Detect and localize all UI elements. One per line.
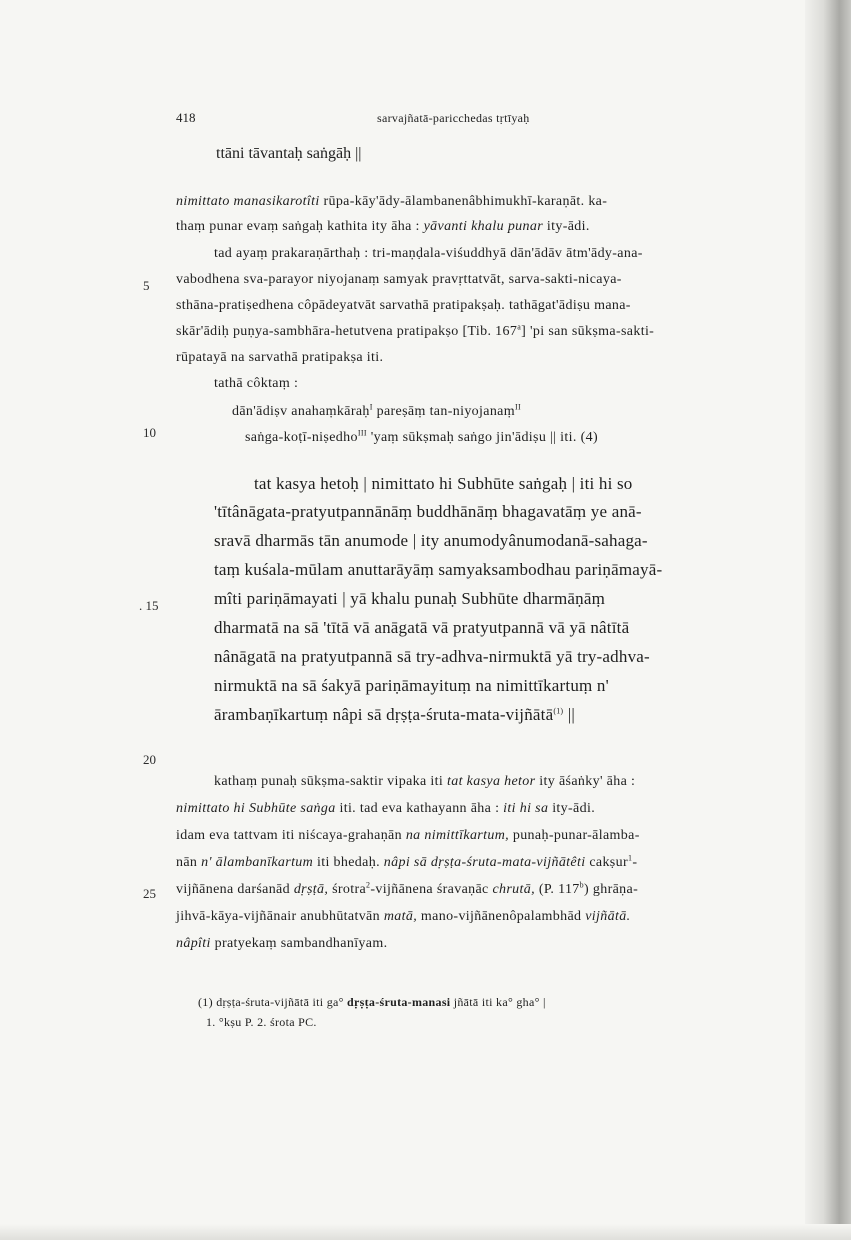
superscript: III — [357, 428, 367, 438]
text-span: thaṃ punar evaṃ saṅgaḥ kathita ity āha : — [176, 219, 424, 234]
commentary-line: tad ayaṃ prakaraṇārthaḥ : tri-maṇḍala-viśuddhyā dān'ādāv ātm'ādy-ana- — [214, 246, 643, 261]
text-span: iti. tad eva kathayann āha : — [335, 801, 504, 816]
commentary-line — [176, 194, 607, 210]
commentary-line — [176, 882, 638, 898]
superscript: 2 — [366, 880, 371, 890]
line-number-25: 25 — [143, 886, 156, 901]
commentary-line — [176, 219, 590, 235]
text-span: ] 'pi san sūkṣma-sakti- — [521, 324, 655, 339]
text-span: ārambaṇīkartuṃ nâpi sā dṛṣṭa-śruta-mata-vijñātā — [214, 705, 554, 724]
sutra-line: tat kasya hetoḥ | nimittato hi Subhūte saṅgaḥ | iti hi so — [254, 474, 633, 493]
text-span: rūpa-kāy'ādy-ālambanenâbhimukhī-karaṇāt. ka- — [319, 194, 608, 209]
text-span: (P. 117 — [534, 882, 580, 897]
text-span: jihvā-kāya-vijñānair anubhūtatvān — [176, 909, 384, 924]
verse-line — [245, 430, 598, 446]
sutra-line: dharmatā na sā 'tītā vā anāgatā vā pratyutpannā vā yā nâtītā — [214, 618, 630, 637]
sutra-line: mîti pariṇāmayati | yā khalu punaḥ Subhūte dharmāṇāṃ — [214, 589, 606, 608]
quoted-phrase: na nimittīkartum, — [405, 828, 509, 843]
text-span: 'yaṃ sūkṣmaḥ saṅgo jin'ādiṣu || iti. (4) — [366, 430, 598, 445]
line-number-15: . 15 — [139, 598, 159, 613]
superscript: a — [517, 322, 522, 332]
commentary-line — [176, 909, 630, 925]
quoted-phrase: chrutā, — [492, 882, 535, 897]
quoted-phrase: yāvanti khalu punar — [423, 219, 544, 234]
text-span: ity āśaṅky' āha : — [535, 774, 636, 789]
line-number-20: 20 — [143, 752, 156, 767]
quoted-phrase: nimittato manasikarotîti — [176, 194, 320, 209]
line-number-5: 5 — [143, 278, 150, 293]
text-span: ) ghrāṇa- — [584, 882, 639, 897]
running-head: sarvajñatā-paricchedas tṛtīyaḥ — [377, 111, 530, 125]
superscript: b — [579, 880, 585, 890]
page-bottom-edge — [0, 1224, 851, 1240]
sutra-closing-line: ttāni tāvantaḥ saṅgāḥ || — [216, 145, 362, 162]
sutra-line: taṃ kuśala-mūlam anuttarāyāṃ samyaksambodhau pariṇāmayā- — [214, 560, 663, 579]
commentary-line — [176, 855, 637, 871]
quoted-phrase: n' ālambanīkartum — [201, 855, 314, 870]
text-span: śrotra — [328, 882, 367, 897]
text-span: skār'ādiḥ puṇya-sambhāra-hetutvena pratipakṣo [Tib. 167 — [176, 324, 518, 339]
superscript: 1 — [627, 853, 633, 863]
line-number-10: 10 — [143, 425, 156, 440]
text-span: pratyekaṃ sambandhanīyam. — [210, 936, 388, 951]
commentary-line: sthāna-pratiṣedhena côpādeyatvāt sarvathā pratipakṣaḥ. tathāgat'ādiṣu mana- — [176, 298, 631, 313]
page-edge-shadow — [805, 0, 851, 1240]
commentary-line — [176, 828, 640, 844]
quoted-phrase: iti hi sa — [503, 801, 549, 816]
quoted-phrase: tat kasya hetor — [446, 774, 536, 789]
text-span: nān — [176, 855, 202, 870]
sutra-line — [214, 705, 575, 725]
quoted-phrase: vijñātā. — [585, 909, 631, 924]
commentary-line: rūpatayā na sarvathā pratipakṣa iti. — [176, 350, 384, 365]
superscript: II — [515, 402, 522, 412]
sutra-line: nânāgatā na pratyutpannā sā try-adhva-nirmuktā yā try-adhva- — [214, 647, 650, 666]
quoted-phrase: nimittato hi Subhūte saṅga — [176, 801, 336, 816]
footnote — [198, 995, 546, 1010]
text-span: pareṣāṃ tan-niyojanaṃ — [372, 404, 515, 419]
quoted-phrase: dṛṣṭā, — [293, 882, 329, 897]
sutra-line: sravā dharmās tān anumode | ity anumodyânumodanā-sahaga- — [214, 531, 648, 550]
page-number: 418 — [176, 110, 196, 125]
footnote: 1. °kṣu P. 2. śrota PC. — [206, 1015, 317, 1029]
quoted-phrase: nâpîti — [176, 936, 211, 951]
text-span: cakṣur — [585, 855, 628, 870]
text-span: iti bhedaḥ. — [313, 855, 384, 870]
bold-phrase: dṛṣṭa-śruta-manasi — [347, 995, 451, 1009]
text-span: ity-ādi. — [548, 801, 596, 816]
commentary-line: tathā côktaṃ : — [214, 376, 299, 391]
commentary-line — [176, 324, 654, 340]
text-span: || — [563, 705, 575, 724]
commentary-line — [176, 801, 595, 817]
verse-line — [232, 404, 521, 420]
commentary-line — [214, 774, 635, 790]
quoted-phrase: matā, — [383, 909, 418, 924]
text-span: kathaṃ punaḥ sūkṣma-saktir vipaka iti — [214, 774, 447, 789]
text-span: (1) dṛṣṭa-śruta-vijñātā iti ga° — [198, 995, 348, 1009]
text-span: - — [632, 855, 638, 870]
quoted-phrase: nâpi sā dṛṣṭa-śruta-mata-vijñātêti — [383, 855, 586, 870]
text-span: idam eva tattvam iti niścaya-grahaṇān — [176, 828, 406, 843]
text-span: mano-vijñānenôpalambhād — [417, 909, 586, 924]
text-span: vijñānena darśanād — [176, 882, 294, 897]
commentary-line: vabodhena sva-parayor niyojanaṃ samyak pravṛttatvāt, sarva-sakti-nicaya- — [176, 272, 622, 287]
text-span: -vijñānena śravaṇāc — [370, 882, 493, 897]
sutra-line: 'tītânāgata-pratyutpannānāṃ buddhānāṃ bhagavatāṃ ye anā- — [214, 502, 642, 521]
sutra-line: nirmuktā na sā śakyā pariṇāmayituṃ na nimittīkartuṃ n' — [214, 676, 609, 695]
text-span: ity-ādi. — [543, 219, 590, 234]
text-span: dān'ādiṣv anahaṃkāraḥ — [232, 404, 370, 419]
text-span: saṅga-koṭī-niṣedho — [245, 430, 358, 445]
superscript: I — [369, 402, 373, 412]
text-span: punaḥ-punar-ālamba- — [509, 828, 640, 843]
footnote-marker: (1) — [553, 706, 564, 716]
commentary-line — [176, 936, 387, 952]
text-span: jñātā iti ka° gha° | — [450, 995, 546, 1009]
